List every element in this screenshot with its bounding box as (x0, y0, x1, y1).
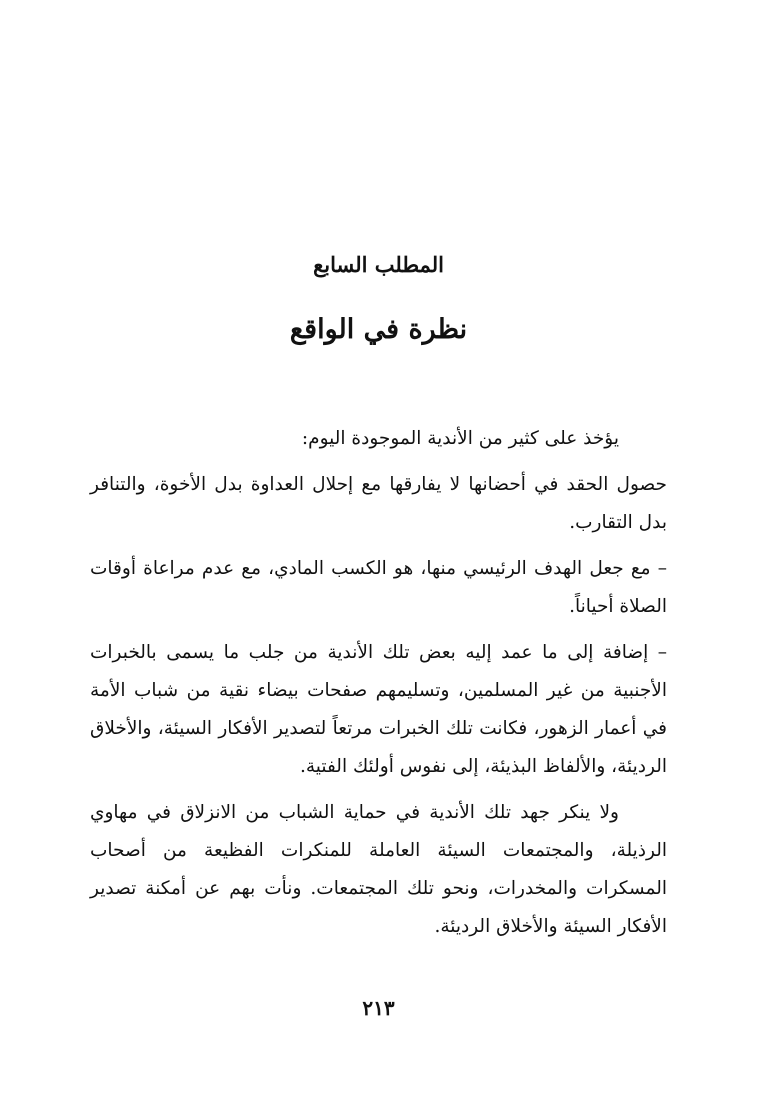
section-label: المطلب السابع (313, 252, 444, 277)
page-number: ٢١٣ (362, 996, 395, 1020)
paragraph-material-gain: – مع جعل الهدف الرئيسي منها، هو الكسب المادي، مع عدم مراعاة أوقات الصلاة أحياناً. (90, 558, 667, 617)
section-title: نظرة في الواقع (289, 314, 468, 345)
paragraph-intro: يؤخذ على كثير من الأندية الموجودة اليوم: (301, 428, 619, 449)
paragraph-foreign-expertise: – إضافة إلى ما عمد إليه بعض تلك الأندية من جلب ما يسمى بالخبرات الأجنبية من غير المسلمين، وتسليمهم صفحات بيضاء نقية من شباب الأمة في أعمار الزهور، فكانت تلك الخبرات مرتعاً لتصدير الأفكار السيئة، والأخلاق الرديئة، والألفاظ البذيئة، إلى نفوس أولئك الفتية. (90, 642, 667, 777)
body-text (90, 420, 667, 954)
paragraph-club-benefits: ولا ينكر جهد تلك الأندية في حماية الشباب من الانزلاق في مهاوي الرذيلة، والمجتمعات السيئة العاملة للمنكرات الفظيعة من أصحاب المسكرات والمخدرات، ونحو تلك المجتمعات. ونأت بهم عن أمكنة تصدير الأفكار السيئة والأخلاق الرديئة. (90, 802, 667, 937)
paragraph-envy: حصول الحقد في أحضانها لا يفارقها مع إحلال العداوة بدل الأخوة، والتنافر بدل التقارب. (90, 474, 667, 533)
